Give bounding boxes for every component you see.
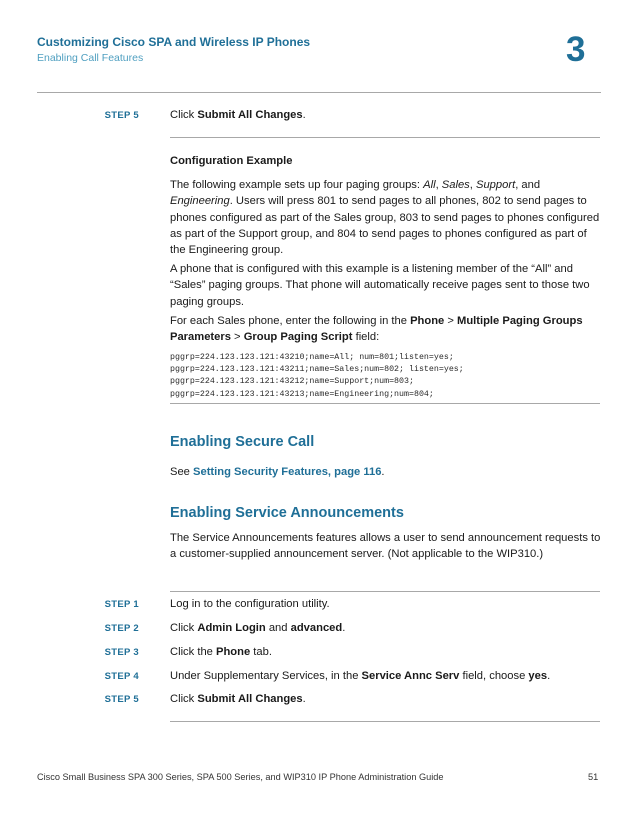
- page-number: 51: [588, 772, 599, 782]
- code-line: pggrp=224.123.123.121:43212;name=Support;num=803;: [170, 377, 414, 387]
- service-announcements-body: The Service Announcements features allows a user to send announcement requests to a customer-supplied announcement server. (Not applicable to the WIP310.): [170, 532, 601, 561]
- step-label: STEP 2: [104, 623, 139, 634]
- step-text: Click the Phone tab.: [170, 646, 272, 658]
- running-header-title: Customizing Cisco SPA and Wireless IP Phones: [37, 35, 311, 49]
- page-footer: Cisco Small Business SPA 300 Series, SPA 500 Series, and WIP310 IP Phone Administration Guide: [37, 772, 444, 782]
- service-announcements-heading: Enabling Service Announcements: [170, 505, 404, 521]
- step-label: STEP 1: [104, 599, 139, 610]
- step-label: STEP 4: [104, 671, 139, 682]
- security-features-link[interactable]: Setting Security Features, page 116: [193, 466, 382, 478]
- config-example-heading: Configuration Example: [170, 155, 293, 167]
- step-divider: [170, 137, 600, 138]
- secure-call-text: See Setting Security Features, page 116.: [170, 466, 385, 478]
- secure-call-heading: Enabling Secure Call: [170, 434, 315, 450]
- code-line: pggrp=224.123.123.121:43210;name=All; num=801;listen=yes;: [170, 353, 454, 362]
- step-text: Log in to the configuration utility.: [170, 598, 330, 610]
- steps-divider: [170, 591, 600, 592]
- step-text: Click Submit All Changes.: [170, 693, 306, 705]
- config-example-paragraph-2: A phone that is configured with this example is a listening member of the “All” and “Sales” paging groups. That phone will automatically receive pages sent to those two paging groups.: [170, 263, 590, 308]
- step-label: STEP 3: [104, 647, 139, 658]
- header-divider: [37, 92, 601, 93]
- step-text: Click Submit All Changes.: [170, 109, 306, 121]
- step-label: STEP 5: [104, 110, 139, 121]
- config-example-paragraph-1: The following example sets up four paging groups: All, Sales, Support, and Engineering. Users will press 801 to send pages to all phones, 802 to send pages to phones configured as part of the Sales group, 803 to send pages to phones configured as part of the Support group, and 804 to send pages to phones configured as part of the Engineering group.: [170, 179, 600, 257]
- steps-end-divider: [170, 721, 600, 722]
- running-header-subtitle: Enabling Call Features: [37, 52, 144, 64]
- step-text: Click Admin Login and advanced.: [170, 622, 346, 634]
- config-example-paragraph-3: For each Sales phone, enter the following in the Phone > Multiple Paging Groups Parameters > Group Paging Script field:: [170, 315, 583, 344]
- code-line: pggrp=224.123.123.121:43211;name=Sales;num=802; listen=yes;: [170, 365, 464, 375]
- step-label: STEP 5: [104, 694, 139, 705]
- section-divider: [170, 403, 600, 404]
- code-line: pggrp=224.123.123.121:43213;name=Engineering;num=804;: [170, 389, 434, 399]
- step-text: Under Supplementary Services, in the Service Annc Serv field, choose yes.: [170, 670, 551, 682]
- paging-script-code-block: [170, 352, 464, 401]
- chapter-number: 3: [566, 30, 586, 69]
